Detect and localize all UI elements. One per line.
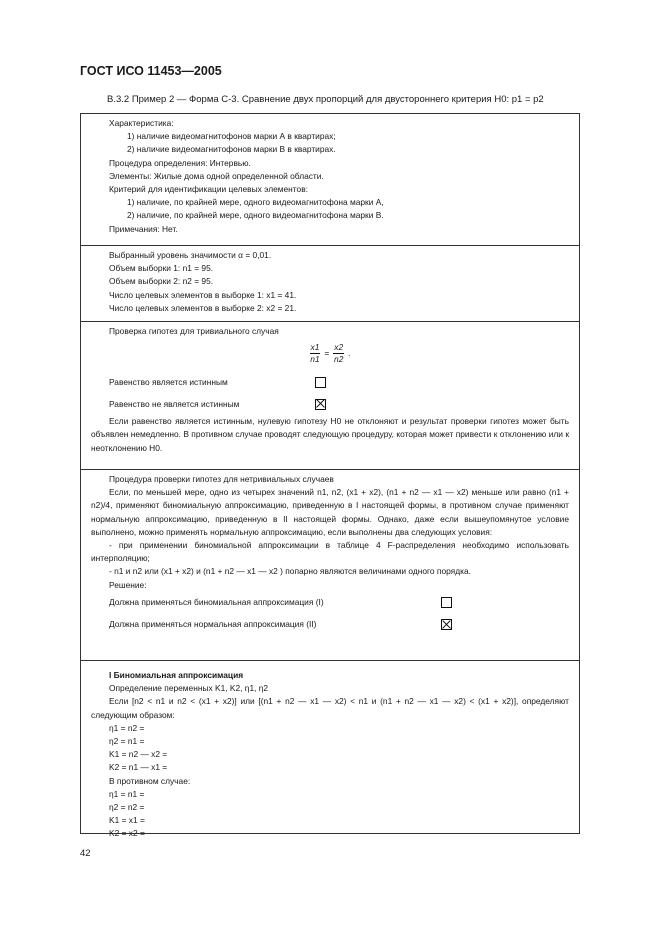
equality-false-label: Равенство не является истинным: [109, 398, 240, 409]
condition-1: - при применении биномиальной аппроксимации в таблице 4 F-распределения необходимо использовать интерполяцию;: [91, 540, 569, 564]
x1-line: Число целевых элементов в выборке 1: x1 = 41.: [109, 289, 297, 300]
binomial-checkbox[interactable]: [441, 597, 452, 608]
condition-2: - n1 и n2 или (x1 + x2) и (n1 + n2 — x1 — x2 ) попарно являются величинами одного порядка.: [109, 566, 471, 577]
nontrivial-title: Процедура проверки гипотез для нетривиальных случаев: [109, 474, 334, 484]
trivial-title: Проверка гипотез для тривиального случая: [109, 326, 279, 336]
document-header: ГОСТ ИСО 11453—2005: [80, 64, 222, 78]
section-trivial: [81, 322, 579, 470]
eta2-line-b: η2 = n2 =: [109, 802, 145, 813]
criteria-item-2: 2) наличие, по крайней мере, одного видеомагнитофона марки В.: [127, 210, 384, 221]
section-nontrivial: [81, 470, 579, 661]
form-caption: В.3.2 Пример 2 — Форма С-3. Сравнение двух пропорций для двустороннего критерия H0: p1 = p2: [107, 94, 544, 105]
k1-line-a: K1 = n2 — x2 =: [109, 749, 168, 760]
fraction-left: $\frac{x1}{n1}$: [310, 342, 320, 365]
equality-true-label: Равенство является истинным: [109, 376, 228, 387]
n1-line: Объем выборки 1: n1 = 95.: [109, 263, 214, 274]
section-characteristics: [81, 114, 579, 246]
char-label: Характеристика:: [109, 118, 174, 128]
char-item-2: 2) наличие видеомагнитофонов марки В в квартирах.: [127, 144, 336, 155]
otherwise-label: В противном случае:: [109, 775, 191, 786]
x2-line: Число целевых элементов в выборке 2: x2 = 21.: [109, 302, 297, 313]
decision-label: Решение:: [109, 579, 147, 590]
eta1-line-a: η1 = n2 =: [109, 722, 145, 733]
normal-checkbox[interactable]: [441, 619, 452, 630]
normal-label: Должна применяться нормальная аппроксимация (II): [109, 619, 317, 630]
eta1-line-b: η1 = n1 =: [109, 788, 145, 799]
section-sample: [81, 246, 579, 322]
equality-formula: $\frac{x1}{n1}$ = $\frac{x2}{n2}$ .: [310, 342, 351, 365]
char-item-1: 1) наличие видеомагнитофонов марки А в квартирах;: [127, 131, 336, 142]
equality-false-row: [91, 393, 569, 415]
procedure-line: Процедура определения: Интервью.: [109, 157, 251, 168]
criteria-item-1: 1) наличие, по крайней мере, одного видеомагнитофона марки А,: [127, 197, 384, 208]
equality-true-row: [91, 371, 569, 393]
elements-line: Элементы: Жилые дома одной определенной области.: [109, 170, 324, 181]
equality-true-checkbox[interactable]: [315, 377, 326, 388]
eta2-line-a: η2 = n1 =: [109, 736, 145, 747]
n2-line: Объем выборки 2: n2 = 95.: [109, 276, 214, 287]
normal-row: [91, 614, 569, 636]
equality-false-checkbox[interactable]: [315, 399, 326, 410]
trivial-note: Если равенство является истинным, нулевую гипотезу H0 не отклоняют и результат проверки гипотез может быть объявлен немедленно. В противном случае проводят следующую процедуру, которая может привести к отклонению или к неотклонению H0.: [91, 416, 569, 453]
binomial-title: I Биномиальная аппроксимация: [109, 670, 244, 680]
binomial-label: Должна применяться биномиальная аппроксимация (I): [109, 597, 324, 608]
variables-definition: Определение переменных K1, K2, η1, η2: [109, 683, 269, 694]
k2-line-b: K2 = x2 =: [109, 828, 145, 839]
nontrivial-paragraph: Если, по меньшей мере, одно из четырех значений n1, n2, (x1 + x2), (n1 + n2 — x1 — x2) меньше или равно (n1 + n2)/4, применяют биномиальную аппроксимацию, приведенную в I настоящей формы, в противном случае применяют нормальную аппроксимацию, приведенную в II настоящей формы. Однако, даже если вышеупомянутое условие выполнено, можно применять нормальную аппроксимацию, если выполнены два следующих условия:: [91, 487, 569, 537]
alpha-line: Выбранный уровень значимости α = 0,01.: [109, 250, 272, 260]
binomial-row: [91, 592, 569, 614]
binomial-condition: Если [n2 < n1 и n2 < (x1 + x2)] или [(n1 + n2 — x1 — x2) < n1 и (n1 + n2 — x1 — x2) < (x1 + x2)], определяют следующим образом:: [91, 696, 569, 720]
page-number: 42: [80, 848, 91, 859]
form-frame: [80, 113, 580, 839]
k1-line-b: K1 = x1 =: [109, 815, 145, 826]
k2-line-a: K2 = n1 — x1 =: [109, 762, 168, 773]
fraction-right: $\frac{x2}{n2}$: [334, 342, 344, 365]
notes-line: Примечания: Нет.: [109, 223, 178, 234]
criteria-label: Критерий для идентификации целевых элементов:: [109, 184, 308, 195]
section-binomial: [81, 661, 579, 839]
